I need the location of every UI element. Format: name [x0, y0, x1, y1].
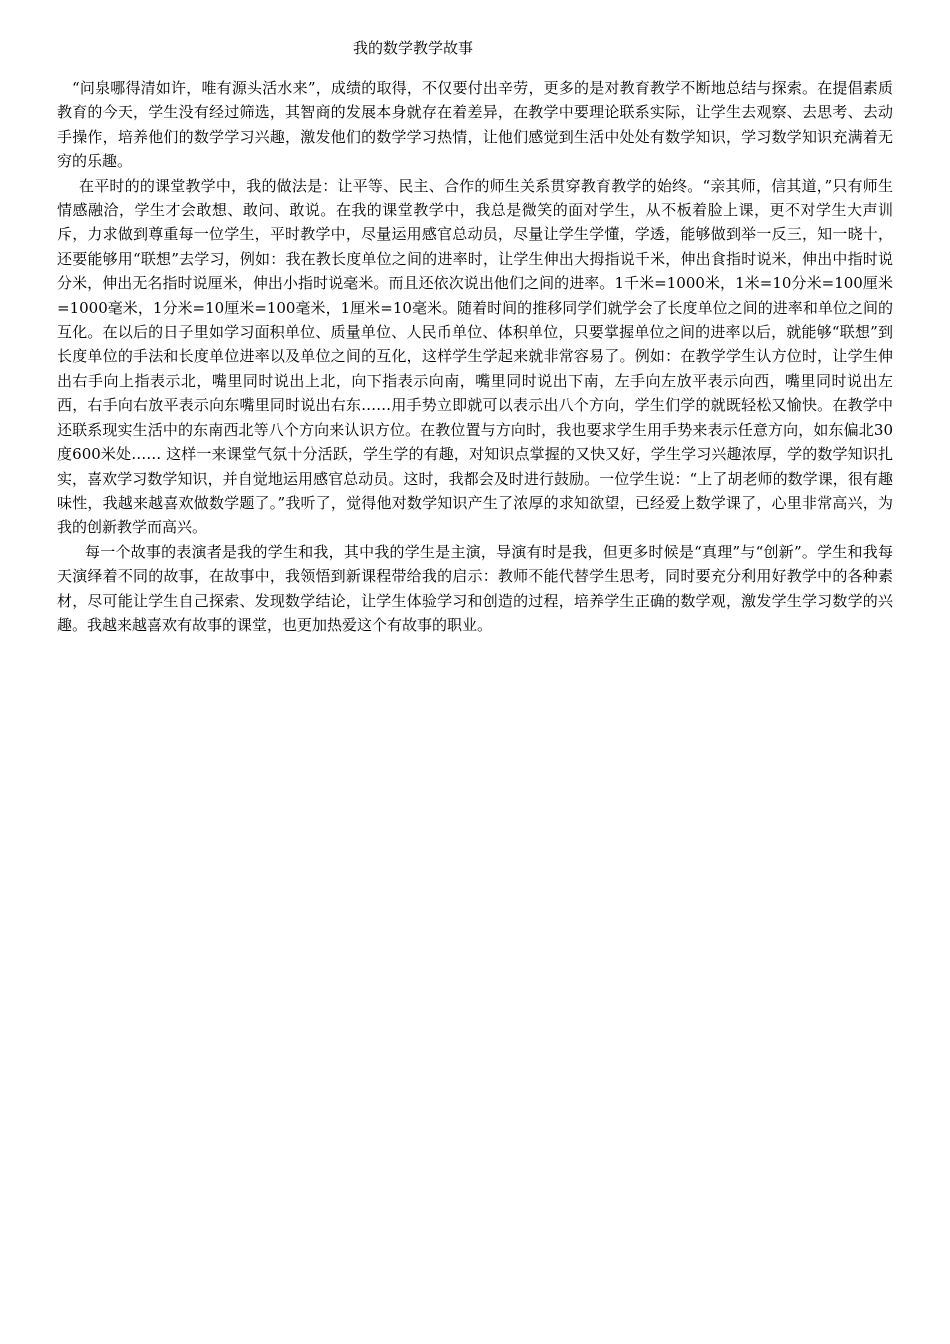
- paragraph-classroom-practice: 在平时的的课堂教学中，我的做法是：让平等、民主、合作的师生关系贯穿教育教学的始终。“亲其师，信其道，”只有师生情感融洽，学生才会敢想、敢问、敢说。在我的课堂教学中，我总是微笑的面对学生，从不板着脸上课，更不对学生大声训斥，力求做到尊重每一位学生，平时教学中，尽量运用感官总动员，尽量让学生学懂，学透，能够做到举一反三，知一晓十，还要能够用“联想”去学习，例如：我在教长度单位之间的进率时，让学生伸出大拇指说千米，伸出食指时说米，伸出中指时说分米，伸出无名指时说厘米，伸出小指时说毫米。而且还依次说出他们之间的进率。1千米=1000米，1米=10分米=100厘米=1000毫米，1分米=10厘米=100毫米，1厘米=10毫米。随着时间的推移同学们就学会了长度单位之间的进率和单位之间的互化。在以后的日子里如学习面积单位、质量单位、人民币单位、体积单位，只要掌握单位之间的进率以后，就能够“联想”到长度单位的手法和长度单位进率以及单位之间的互化，这样学生学起来就非常容易了。例如：在教学学生认方位时，让学生伸出右手向上指表示北，嘴里同时说出上北，向下指表示向南，嘴里同时说出下南，左手向左放平表示向西，嘴里同时说出左西，右手向右放平表示向东嘴里同时说出右东……用手势立即就可以表示出八个方向，学生们学的就既轻松又愉快。在教学中还联系现实生活中的东南西北等八个方向来认识方位。在教位置与方向时，我也要求学生用手势来表示任意方向，如东偏北30度600米处…… 这样一来课堂气氛十分活跃，学生学的有趣，对知识点掌握的又快又好，学生学习兴趣浓厚，学的数学知识扎实，喜欢学习数学知识，并自觉地运用感官总动员。这时，我都会及时进行鼓励。一位学生说：“上了胡老师的数学课，很有趣味性，我越来越喜欢做数学题了。”我听了，觉得他对数学知识产生了浓厚的求知欲望，已经爱上数学课了，心里非常高兴，为我的创新教学而高兴。: [57, 176, 893, 537]
- document-title: 我的数学教学故事: [353, 39, 474, 57]
- document-page: [57, 36, 893, 637]
- paragraph-conclusion: 每一个故事的表演者是我的学生和我，其中我的学生是主演，导演有时是我，但更多时候是“真理”与“创新”。学生和我每天演绎着不同的故事，在故事中，我领悟到新课程带给我的启示：教师不能代替学生思考，同时要充分利用好教学中的各种素材，尽可能让学生自己探索、发现数学结论，让学生体验学习和创造的过程，培养学生正确的数学观，激发学生学习数学的兴趣。我越来越喜欢有故事的课堂，也更加热爱这个有故事的职业。: [57, 542, 893, 634]
- paragraph-intro: “问泉哪得清如许，唯有源头活水来”，成绩的取得，不仅要付出辛劳，更多的是对教育教学不断地总结与探索。在提倡素质教育的今天，学生没有经过筛选，其智商的发展本身就存在着差异，在教学中要理论联系实际，让学生去观察、去思考、去动手操作，培养他们的数学学习兴趣，激发他们的数学学习热情，让他们感觉到生活中处处有数学知识，学习数学知识充满着无穷的乐趣。: [57, 79, 893, 171]
